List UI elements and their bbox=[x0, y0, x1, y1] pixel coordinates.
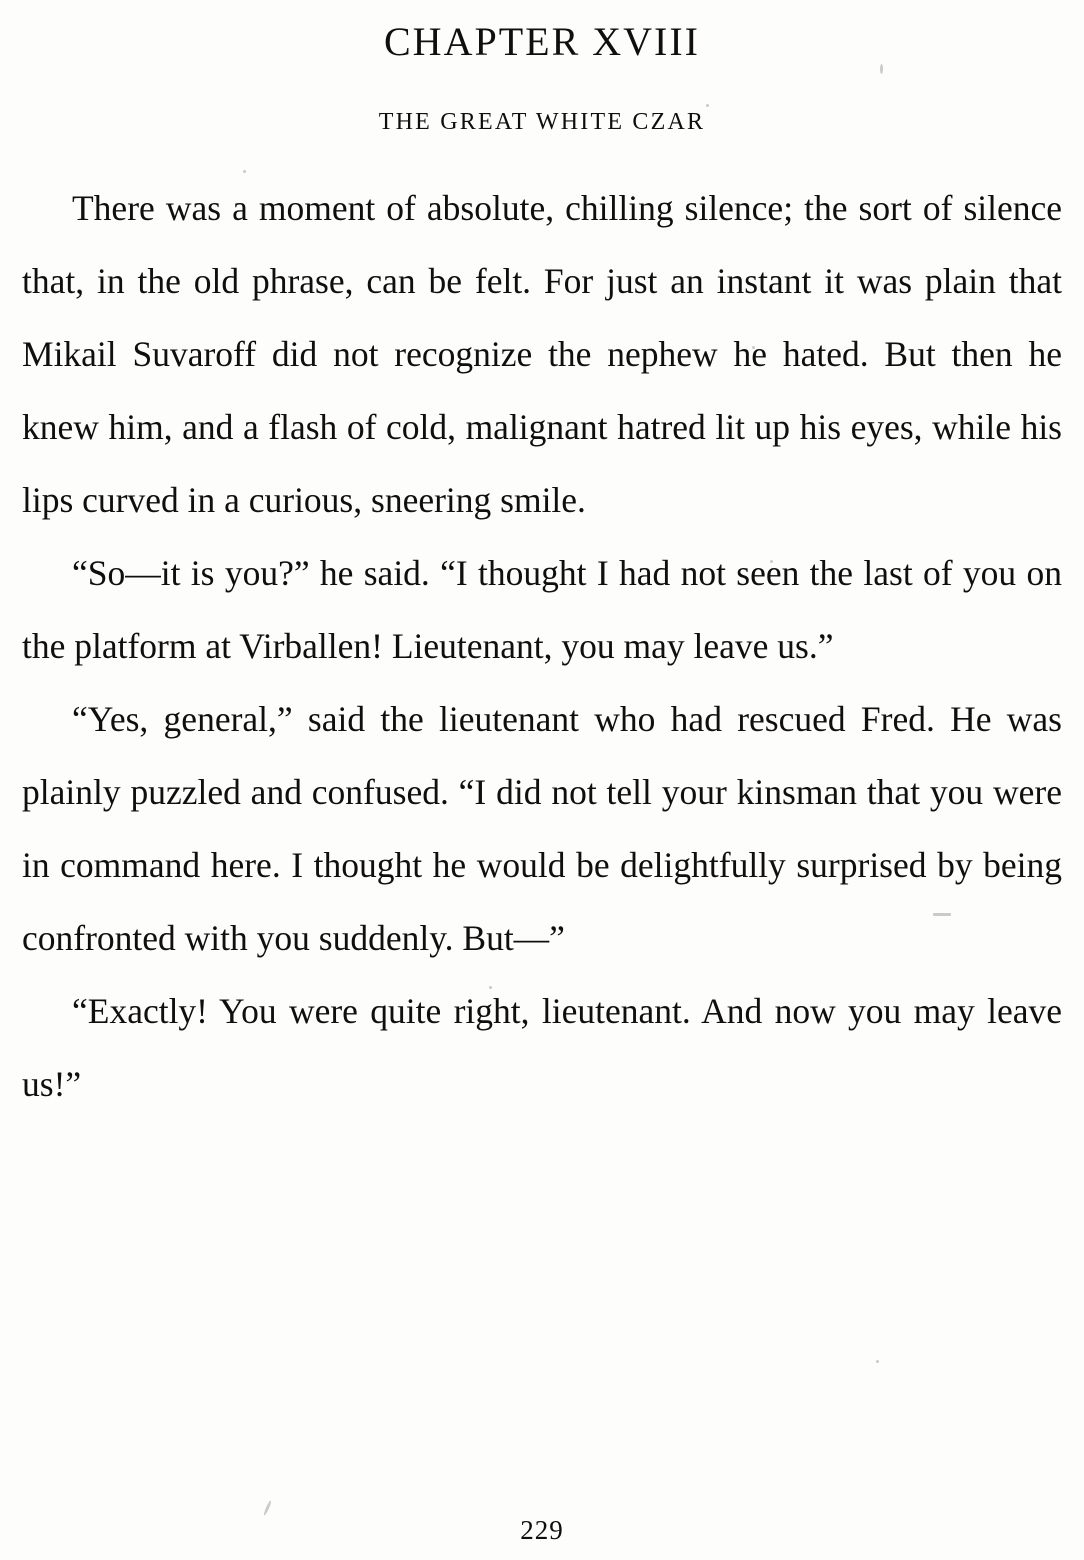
page-number: 229 bbox=[520, 1515, 564, 1545]
scan-speckle bbox=[876, 1360, 879, 1363]
paragraph: “Exactly! You were quite right, lieutenant. And now you may leave us!” bbox=[22, 991, 1062, 1104]
scan-speckle bbox=[489, 986, 492, 989]
paragraph: There was a moment of absolute, chilling silence; the sort of silence that, in the old phrase, can be felt. For just an instant it was plain that Mikail Suvaroff did not recognize the nephew he hated. But then he knew him, and a flash of cold, malignant hatred lit up his eyes, while his lips curved in a curious, sneering smile. bbox=[22, 188, 1062, 520]
scan-speckle bbox=[933, 913, 951, 916]
scan-speckle bbox=[706, 104, 709, 107]
scan-speckle bbox=[752, 346, 755, 349]
paragraph: “So—it is you?” he said. “I thought I had not seen the last of you on the platform at Virballen! Lieutenant, you may leave us.” bbox=[22, 553, 1062, 666]
scan-speckle bbox=[243, 170, 246, 173]
chapter-subtitle: THE GREAT WHITE CZAR bbox=[378, 109, 706, 135]
page-content bbox=[22, 0, 1062, 1560]
scan-speckle bbox=[880, 64, 883, 74]
body-text bbox=[22, 172, 1062, 1121]
page-title: CHAPTER XVIII bbox=[384, 19, 700, 64]
paragraph: “Yes, general,” said the lieutenant who had rescued Fred. He was plainly puzzled and confused. “I did not tell your kinsman that you were in command here. I thought he would be delightfully surprised by being confronted with you suddenly. But—” bbox=[22, 699, 1062, 958]
scan-speckle bbox=[770, 560, 773, 563]
